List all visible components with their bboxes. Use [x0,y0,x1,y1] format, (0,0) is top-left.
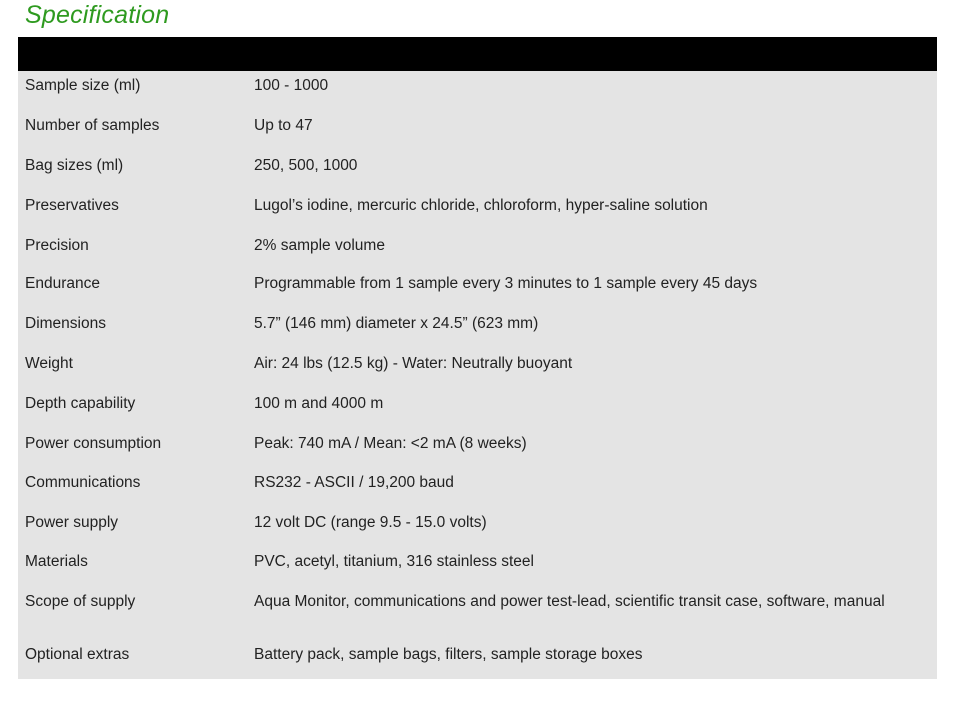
row-label: Power supply [25,514,119,531]
row-value: 12 volt DC (range 9.5 - 15.0 volts) [254,514,487,531]
row-value: 5.7” (146 mm) diameter x 24.5” (623 mm) [254,315,539,332]
row-value: 250, 500, 1000 [254,157,358,174]
row-label: Preservatives [25,197,119,214]
row-value: Battery pack, sample bags, filters, sample storage boxes [254,646,643,663]
row-label: Precision [25,237,89,254]
row-label: Communications [25,474,141,491]
row-label: Scope of supply [25,593,136,610]
row-label: Power consumption [25,435,162,452]
row-label: Depth capability [25,395,136,412]
page-title: Specification [25,1,170,29]
row-value: 2% sample volume [254,237,385,254]
row-value: Programmable from 1 sample every 3 minutes to 1 sample every 45 days [254,275,758,292]
row-label: Optional extras [25,646,130,663]
row-label: Number of samples [25,117,160,134]
row-value: 100 m and 4000 m [254,395,384,412]
row-value: RS232 - ASCII / 19,200 baud [254,474,454,491]
table-header-bar [18,37,937,71]
row-label: Sample size (ml) [25,77,141,94]
row-value: Up to 47 [254,117,313,134]
row-label: Endurance [25,275,100,292]
row-label: Dimensions [25,315,106,332]
row-label: Weight [25,355,73,372]
row-value: Peak: 740 mA / Mean: <2 mA (8 weeks) [254,435,527,452]
specification-table [18,37,937,679]
row-label: Bag sizes (ml) [25,157,124,174]
row-label: Materials [25,553,88,570]
row-value: Lugol’s iodine, mercuric chloride, chloroform, hyper-saline solution [254,197,708,214]
row-value: Aqua Monitor, communications and power test-lead, scientific transit case, software, manual [254,593,885,610]
row-value: 100 - 1000 [254,77,329,94]
row-value: Air: 24 lbs (12.5 kg) - Water: Neutrally buoyant [254,355,573,372]
row-value: PVC, acetyl, titanium, 316 stainless steel [254,553,534,570]
